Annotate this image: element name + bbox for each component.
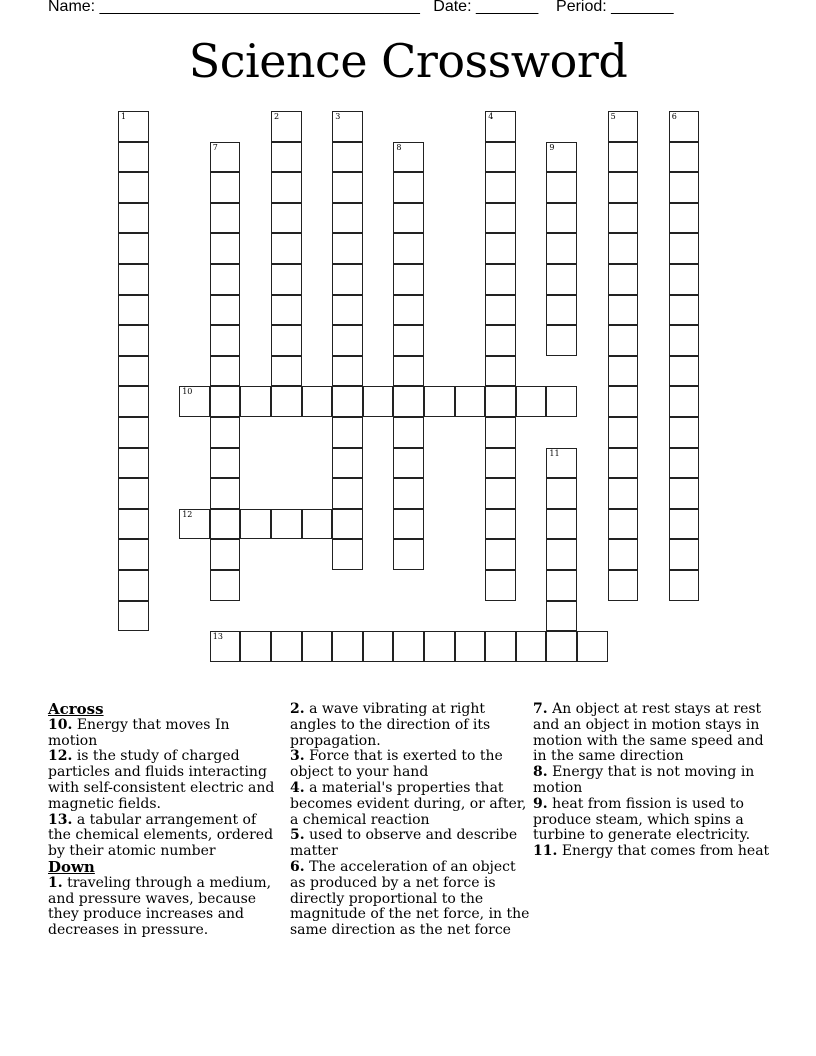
grid-cell[interactable] xyxy=(332,142,363,173)
grid-cell[interactable] xyxy=(271,142,302,173)
grid-cell[interactable] xyxy=(393,325,424,356)
grid-cell[interactable] xyxy=(669,539,700,570)
clue-down-4: 4. a material's properties that becomes evident during, or after, a chemical reaction xyxy=(290,779,527,828)
grid-cell[interactable] xyxy=(669,295,700,326)
grid-cell[interactable] xyxy=(608,325,639,356)
grid-cell[interactable] xyxy=(516,631,547,662)
grid-cell[interactable] xyxy=(608,417,639,448)
clue-across-13: 13. a tabular arrangement of the chemical elements, ordered by their atomic number xyxy=(48,811,274,860)
grid-cell[interactable] xyxy=(485,570,516,601)
grid-cell[interactable] xyxy=(332,417,363,448)
grid-cell[interactable] xyxy=(332,233,363,264)
grid-cell[interactable] xyxy=(608,539,639,570)
clue-down-1: 1. traveling through a medium, and pressure waves, because they produce increases and decreases in pressure. xyxy=(48,874,272,939)
grid-cell[interactable] xyxy=(332,203,363,234)
grid-cell[interactable] xyxy=(210,172,241,203)
grid-cell[interactable] xyxy=(546,325,577,356)
grid-cell[interactable] xyxy=(118,386,149,417)
grid-cell[interactable] xyxy=(332,631,363,662)
grid-cell[interactable] xyxy=(210,325,241,356)
grid-cell[interactable] xyxy=(424,631,455,662)
grid-cell[interactable] xyxy=(210,631,241,662)
grid-cell[interactable] xyxy=(210,570,241,601)
grid-cell[interactable] xyxy=(332,386,363,417)
grid-cell[interactable] xyxy=(546,631,577,662)
across-heading: Across xyxy=(48,700,104,718)
grid-cell[interactable] xyxy=(608,356,639,387)
grid-cell[interactable] xyxy=(546,142,577,173)
grid-cell[interactable] xyxy=(669,509,700,540)
grid-cell[interactable] xyxy=(485,539,516,570)
clue-down-8: 8. Energy that is not moving in motion xyxy=(533,764,755,796)
grid-cell[interactable] xyxy=(485,417,516,448)
grid-cell[interactable] xyxy=(332,264,363,295)
grid-cell[interactable] xyxy=(332,539,363,570)
clue-number-label: 13 xyxy=(212,632,223,642)
grid-cell[interactable] xyxy=(332,295,363,326)
grid-cell[interactable] xyxy=(393,417,424,448)
grid-cell[interactable] xyxy=(393,264,424,295)
grid-cell[interactable] xyxy=(332,448,363,479)
grid-cell[interactable] xyxy=(179,509,210,540)
grid-cell[interactable] xyxy=(118,233,149,264)
grid-cell[interactable] xyxy=(485,325,516,356)
grid-cell[interactable] xyxy=(669,417,700,448)
grid-cell[interactable] xyxy=(393,509,424,540)
grid-cell[interactable] xyxy=(332,111,363,142)
grid-cell[interactable] xyxy=(118,111,149,142)
grid-cell[interactable] xyxy=(332,356,363,387)
grid-cell[interactable] xyxy=(271,233,302,264)
clue-number-label: 1 xyxy=(121,112,127,121)
grid-cell[interactable] xyxy=(669,478,700,509)
grid-cell[interactable] xyxy=(118,417,149,448)
date-field[interactable]: Date: _______ xyxy=(433,0,539,15)
grid-cell[interactable] xyxy=(546,601,577,632)
clue-down-6: 6. The acceleration of an object as produced by a net force is directly proportional to the magnitude of the net force, in the same direction as the net force xyxy=(290,858,530,939)
grid-cell[interactable] xyxy=(485,142,516,173)
grid-cell[interactable] xyxy=(118,325,149,356)
grid-cell[interactable] xyxy=(210,295,241,326)
grid-cell[interactable] xyxy=(118,539,149,570)
clue-number-label: 2 xyxy=(274,112,280,121)
clue-number-label: 8 xyxy=(396,142,402,152)
grid-cell[interactable] xyxy=(210,233,241,264)
grid-cell[interactable] xyxy=(669,203,700,234)
grid-cell[interactable] xyxy=(210,539,241,570)
grid-cell[interactable] xyxy=(577,631,608,662)
grid-cell[interactable] xyxy=(271,111,302,142)
grid-cell[interactable] xyxy=(669,356,700,387)
grid-cell[interactable] xyxy=(271,509,302,540)
grid-cell[interactable] xyxy=(485,478,516,509)
grid-cell[interactable] xyxy=(485,111,516,142)
grid-cell[interactable] xyxy=(546,539,577,570)
grid-cell[interactable] xyxy=(546,264,577,295)
grid-cell[interactable] xyxy=(546,478,577,509)
grid-cell[interactable] xyxy=(546,233,577,264)
clue-number-label: 9 xyxy=(549,142,555,152)
grid-cell[interactable] xyxy=(485,386,516,417)
grid-cell[interactable] xyxy=(118,509,149,540)
grid-cell[interactable] xyxy=(393,203,424,234)
grid-cell[interactable] xyxy=(393,356,424,387)
grid-cell[interactable] xyxy=(669,570,700,601)
grid-cell[interactable] xyxy=(516,386,547,417)
grid-cell[interactable] xyxy=(669,264,700,295)
grid-cell[interactable] xyxy=(118,570,149,601)
grid-cell[interactable] xyxy=(669,325,700,356)
grid-cell[interactable] xyxy=(302,509,333,540)
grid-cell[interactable] xyxy=(393,448,424,479)
clue-down-11: 11. Energy that comes from heat xyxy=(533,843,770,860)
grid-cell[interactable] xyxy=(393,631,424,662)
grid-cell[interactable] xyxy=(271,631,302,662)
grid-cell[interactable] xyxy=(210,509,241,540)
clue-number-label: 6 xyxy=(671,112,677,121)
grid-cell[interactable] xyxy=(608,478,639,509)
grid-cell[interactable] xyxy=(393,386,424,417)
clues-column-1 xyxy=(48,702,283,939)
grid-cell[interactable] xyxy=(210,448,241,479)
grid-cell[interactable] xyxy=(118,448,149,479)
grid-cell[interactable] xyxy=(210,356,241,387)
grid-cell[interactable] xyxy=(393,233,424,264)
clue-number-label: 11 xyxy=(549,448,560,458)
grid-cell[interactable] xyxy=(118,295,149,326)
grid-cell[interactable] xyxy=(332,172,363,203)
grid-cell[interactable] xyxy=(455,631,486,662)
grid-cell[interactable] xyxy=(546,386,577,417)
down-heading: Down xyxy=(48,857,95,876)
clue-number-label: 5 xyxy=(610,112,616,121)
grid-cell[interactable] xyxy=(546,509,577,540)
grid-cell[interactable] xyxy=(485,448,516,479)
grid-cell[interactable] xyxy=(271,386,302,417)
grid-cell[interactable] xyxy=(240,509,271,540)
clue-down-2: 2. a wave vibrating at right angles to the direction of its propagation. xyxy=(290,701,491,749)
grid-cell[interactable] xyxy=(271,203,302,234)
clue-number-label: 12 xyxy=(182,509,193,519)
grid-cell[interactable] xyxy=(485,233,516,264)
grid-cell[interactable] xyxy=(271,295,302,326)
grid-cell[interactable] xyxy=(608,233,639,264)
grid-cell[interactable] xyxy=(240,386,271,417)
grid-cell[interactable] xyxy=(210,203,241,234)
name-field[interactable]: Name: ____________________________________ xyxy=(48,0,420,15)
grid-cell[interactable] xyxy=(302,386,333,417)
grid-cell[interactable] xyxy=(608,509,639,540)
grid-cell[interactable] xyxy=(332,509,363,540)
grid-cell[interactable] xyxy=(240,631,271,662)
grid-cell[interactable] xyxy=(118,172,149,203)
clue-across-10: 10. Energy that moves In motion xyxy=(48,716,230,749)
grid-cell[interactable] xyxy=(608,570,639,601)
clue-number-label: 10 xyxy=(182,387,193,397)
grid-cell[interactable] xyxy=(271,356,302,387)
period-field[interactable]: Period: _______ xyxy=(556,0,674,15)
grid-cell[interactable] xyxy=(118,203,149,234)
clue-number-label: 3 xyxy=(335,112,341,121)
grid-cell[interactable] xyxy=(210,417,241,448)
clue-number-label: 7 xyxy=(212,142,218,152)
grid-cell[interactable] xyxy=(546,203,577,234)
clues-column-3 xyxy=(533,702,773,860)
clue-number-label: 4 xyxy=(488,112,494,121)
grid-cell[interactable] xyxy=(363,631,394,662)
grid-cell[interactable] xyxy=(608,386,639,417)
grid-cell[interactable] xyxy=(546,295,577,326)
grid-cell[interactable] xyxy=(393,142,424,173)
grid-cell[interactable] xyxy=(332,325,363,356)
grid-cell[interactable] xyxy=(485,172,516,203)
grid-cell[interactable] xyxy=(363,386,394,417)
grid-cell[interactable] xyxy=(608,111,639,142)
grid-cell[interactable] xyxy=(608,142,639,173)
clue-down-5: 5. used to observe and describe matter xyxy=(290,827,518,860)
grid-cell[interactable] xyxy=(669,111,700,142)
clue-down-3: 3. Force that is exerted to the object to your hand xyxy=(290,748,503,781)
clue-across-12: 12. is the study of charged particles and fluids interacting with self-consistent electric and magnetic fields. xyxy=(48,748,275,812)
grid-cell[interactable] xyxy=(118,264,149,295)
grid-cell[interactable] xyxy=(485,295,516,326)
grid-cell[interactable] xyxy=(546,448,577,479)
grid-cell[interactable] xyxy=(393,478,424,509)
grid-cell[interactable] xyxy=(669,142,700,173)
grid-cell[interactable] xyxy=(118,142,149,173)
grid-cell[interactable] xyxy=(669,386,700,417)
grid-cell[interactable] xyxy=(393,172,424,203)
grid-cell[interactable] xyxy=(608,264,639,295)
clue-down-9: 9. heat from fission is used to produce steam, which spins a turbine to generate electricity. xyxy=(533,795,751,844)
grid-cell[interactable] xyxy=(393,539,424,570)
grid-cell[interactable] xyxy=(485,509,516,540)
grid-cell[interactable] xyxy=(118,601,149,632)
grid-cell[interactable] xyxy=(608,295,639,326)
grid-cell[interactable] xyxy=(669,233,700,264)
grid-cell[interactable] xyxy=(271,325,302,356)
grid-cell[interactable] xyxy=(485,264,516,295)
clue-down-7: 7. An object at rest stays at rest and an object in motion stays in motion with the same speed and in the same direction xyxy=(533,701,764,765)
grid-cell[interactable] xyxy=(118,356,149,387)
grid-cell[interactable] xyxy=(210,386,241,417)
grid-cell[interactable] xyxy=(485,631,516,662)
grid-cell[interactable] xyxy=(608,203,639,234)
grid-cell[interactable] xyxy=(608,172,639,203)
grid-cell[interactable] xyxy=(669,172,700,203)
grid-cell[interactable] xyxy=(608,448,639,479)
clues-column-2 xyxy=(290,702,530,939)
grid-cell[interactable] xyxy=(455,386,486,417)
grid-cell[interactable] xyxy=(210,478,241,509)
grid-cell[interactable] xyxy=(332,478,363,509)
grid-cell[interactable] xyxy=(118,478,149,509)
grid-cell[interactable] xyxy=(302,631,333,662)
grid-cell[interactable] xyxy=(669,448,700,479)
grid-cell[interactable] xyxy=(485,203,516,234)
grid-cell[interactable] xyxy=(393,295,424,326)
grid-cell[interactable] xyxy=(271,172,302,203)
grid-cell[interactable] xyxy=(210,264,241,295)
grid-cell[interactable] xyxy=(546,570,577,601)
grid-cell[interactable] xyxy=(424,386,455,417)
grid-cell[interactable] xyxy=(271,264,302,295)
page-title: Science Crossword xyxy=(188,34,628,88)
grid-cell[interactable] xyxy=(546,172,577,203)
grid-cell[interactable] xyxy=(179,386,210,417)
grid-cell[interactable] xyxy=(210,142,241,173)
grid-cell[interactable] xyxy=(485,356,516,387)
